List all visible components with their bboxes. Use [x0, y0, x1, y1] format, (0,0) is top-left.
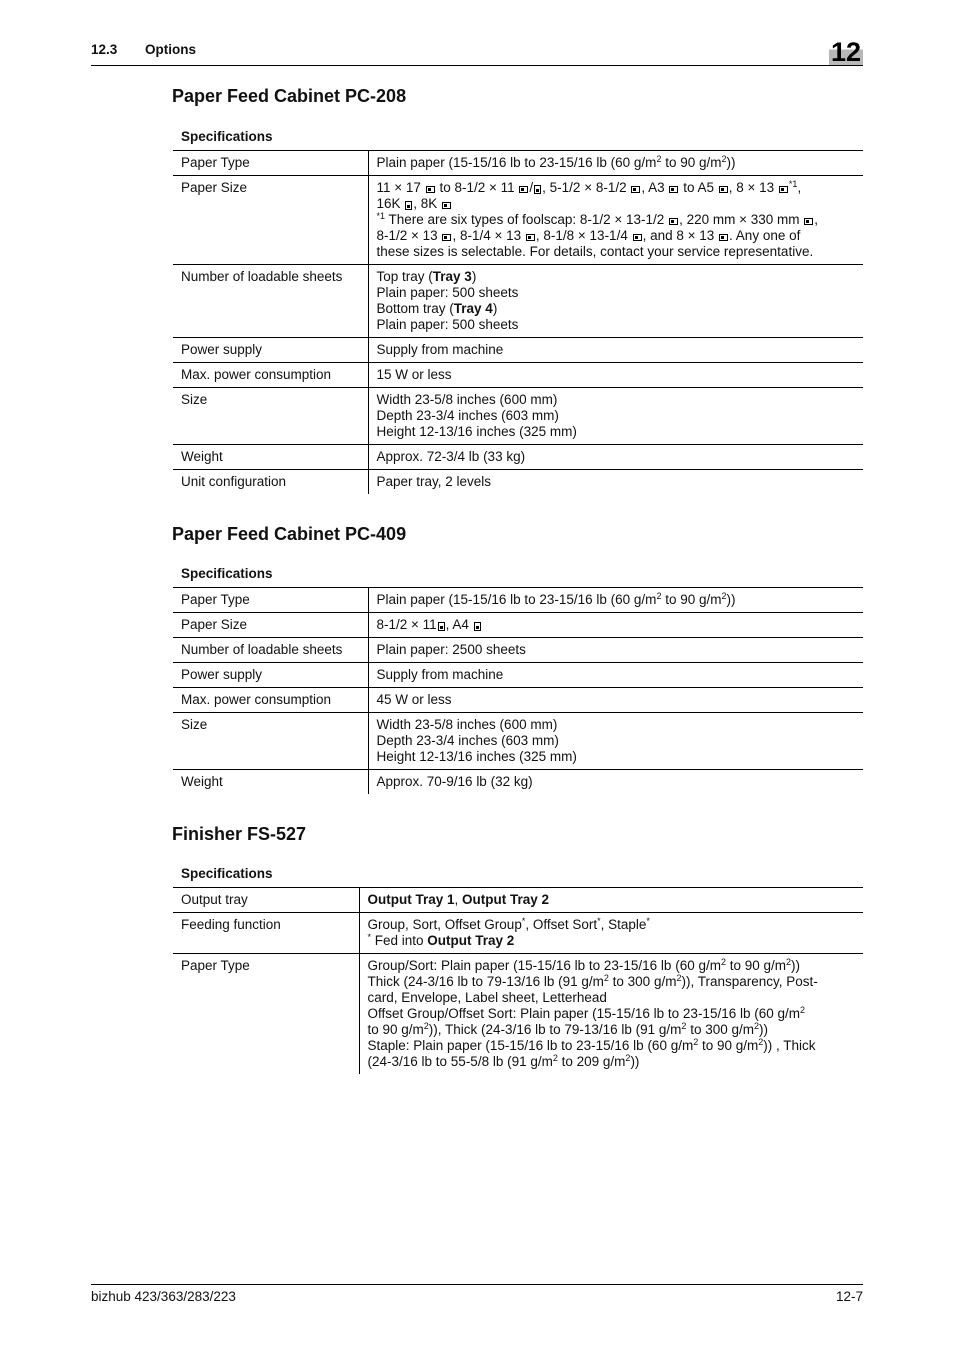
table-row — [173, 388, 863, 445]
row-label: Power supply — [173, 663, 368, 688]
portrait-paper-icon — [474, 622, 481, 631]
row-label: Paper Size — [173, 613, 368, 638]
landscape-paper-icon — [804, 218, 813, 225]
table-row — [173, 888, 863, 913]
table-row — [173, 151, 863, 176]
table-row — [173, 363, 863, 388]
landscape-paper-icon — [519, 186, 528, 193]
row-value: 11 × 17 to 8-1/2 × 11 / , 5-1/2 × 8-1/2 , A3 to A5 , 8 × 13 $^{*1}$, 16K , 8K $^{*1}$ There are six types of foolscap: 8-1/2 × 13-1/2 , 220 mm × 330 mm , 8-1/2 × 13 , 8-1/4 × 13 , 8-1/8 × 13-1/4 , and 8 × 13 . Any one of these sizes is selectable. For details, contact your service representative. — [368, 176, 863, 265]
row-value: Approx. 70-9/16 lb (32 kg) — [368, 770, 863, 795]
row-label: Output tray — [173, 888, 359, 913]
page-number: 12-7 — [835, 1289, 863, 1304]
row-value: Approx. 72-3/4 lb (33 kg) — [368, 445, 863, 470]
table-row — [173, 613, 863, 638]
row-value: Plain paper: 2500 sheets — [368, 638, 863, 663]
pc409-spec-table — [173, 587, 863, 794]
row-value: Group/Sort: Plain paper (15-15/16 lb to 23-15/16 lb (60 $g/m^2$ to 90 $g/m^2$)) Thick (24-3/16 lb to 79-13/16 lb (91 $g/m^2$ to 300 $g/m^2$)), Transparency, Post- card, Envelope, Label sheet, Letterhead Offset Group/Offset Sort: Plain paper (15-15/16 lb to 23-15/16 lb (60 $g/m^2$ to 90 $g/m^2$)), Thick (24-3/16 lb to 79-13/16 lb (91 $g/m^2$ to 300 $g/m^2$)) Staple: Plain paper (15-15/16 lb to 23-15/16 lb (60 $g/m^2$ to 90 $g/m^2$)) , Thick (24-3/16 lb to 55-5/8 lb (91 $g/m^2$ to 209 $g/m^2$)) — [359, 954, 863, 1075]
row-value: Supply from machine — [368, 338, 863, 363]
table-row — [173, 913, 863, 954]
pc208-title: Paper Feed Cabinet PC-208 — [172, 86, 407, 106]
table-row — [173, 470, 863, 495]
page-footer — [91, 1284, 863, 1305]
row-value: Supply from machine — [368, 663, 863, 688]
table-row — [173, 954, 863, 1075]
section-number: 12.3 — [91, 42, 118, 57]
landscape-paper-icon — [669, 218, 678, 225]
landscape-paper-icon — [426, 186, 435, 193]
row-value: 8-1/2 × 11 , A4 — [368, 613, 863, 638]
row-value: Paper tray, 2 levels — [368, 470, 863, 495]
row-value: Plain paper (15-15/16 lb to 23-15/16 lb (60 $g/m^2$ to 90 $g/m^2$)) — [368, 151, 863, 176]
table-row — [173, 176, 863, 265]
table-row — [173, 663, 863, 688]
landscape-paper-icon — [719, 234, 728, 241]
fs527-spec-table — [173, 887, 863, 1074]
table-row — [173, 713, 863, 770]
table-row — [173, 338, 863, 363]
landscape-paper-icon — [526, 234, 535, 241]
table-row — [173, 265, 863, 338]
row-label: Paper Size — [173, 176, 368, 265]
table-row — [173, 688, 863, 713]
row-value: 15 W or less — [368, 363, 863, 388]
table-row — [173, 638, 863, 663]
row-label: Paper Type — [173, 151, 368, 176]
portrait-paper-icon — [405, 201, 412, 210]
row-value: 45 W or less — [368, 688, 863, 713]
row-value: Width 23-5/8 inches (600 mm) Depth 23-3/4 inches (603 mm) Height 12-13/16 inches (325 mm) — [368, 713, 863, 770]
row-value: Top tray (Tray 3) Plain paper: 500 sheets Bottom tray (Tray 4) Plain paper: 500 sheets — [368, 265, 863, 338]
row-label: Paper Type — [173, 954, 359, 1075]
row-value: Plain paper (15-15/16 lb to 23-15/16 lb (60 $g/m^2$ to 90 $g/m^2$)) — [368, 588, 863, 613]
row-label: Paper Type — [173, 588, 368, 613]
table-row — [173, 445, 863, 470]
pc409-spec-label: Specifications — [181, 566, 273, 581]
row-value: Output Tray 1, Output Tray 2 — [359, 888, 863, 913]
landscape-paper-icon — [669, 186, 678, 193]
pc409-title: Paper Feed Cabinet PC-409 — [172, 524, 407, 544]
row-label: Max. power consumption — [173, 363, 368, 388]
pc208-spec-label: Specifications — [181, 129, 273, 144]
table-row — [173, 770, 863, 795]
portrait-paper-icon — [534, 185, 541, 194]
page-header — [91, 37, 863, 67]
landscape-paper-icon — [442, 202, 451, 209]
landscape-paper-icon — [631, 186, 640, 193]
row-label: Unit configuration — [173, 470, 368, 495]
fs527-spec-label: Specifications — [181, 866, 273, 881]
row-label: Weight — [173, 445, 368, 470]
chapter-badge: 12 — [830, 37, 862, 67]
section-title: Options — [145, 42, 196, 57]
footer-model: bizhub 423/363/283/223 — [91, 1289, 236, 1304]
row-label: Weight — [173, 770, 368, 795]
portrait-paper-icon — [438, 622, 445, 631]
row-label: Power supply — [173, 338, 368, 363]
pc208-spec-table — [173, 150, 863, 494]
row-label: Size — [173, 388, 368, 445]
row-value: Width 23-5/8 inches (600 mm) Depth 23-3/4 inches (603 mm) Height 12-13/16 inches (325 mm) — [368, 388, 863, 445]
fs527-title: Finisher FS-527 — [172, 824, 307, 844]
row-value: Group, Sort, Offset Group*, Offset Sort*, Staple* * Fed into Output Tray 2 — [359, 913, 863, 954]
landscape-paper-icon — [442, 234, 451, 241]
row-label: Number of loadable sheets — [173, 638, 368, 663]
table-row — [173, 588, 863, 613]
landscape-paper-icon — [779, 186, 788, 193]
landscape-paper-icon — [633, 234, 642, 241]
row-label: Number of loadable sheets — [173, 265, 368, 338]
row-label: Feeding function — [173, 913, 359, 954]
row-label: Max. power consumption — [173, 688, 368, 713]
row-label: Size — [173, 713, 368, 770]
landscape-paper-icon — [719, 186, 728, 193]
